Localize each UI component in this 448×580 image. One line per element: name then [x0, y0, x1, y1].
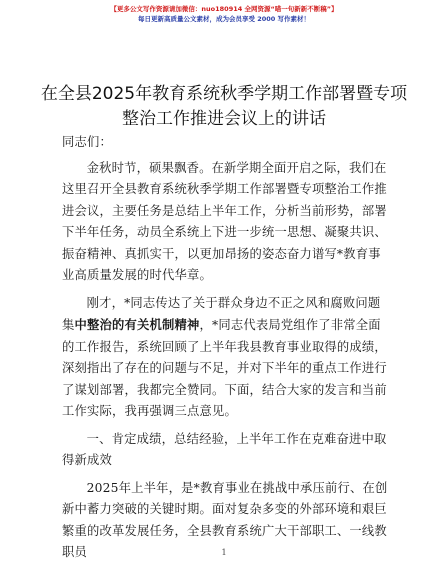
paragraph-report-bold: 中整治的有关机制精神 [74, 317, 200, 332]
page-number: 1 [221, 548, 227, 557]
document-title: 在全县2025年教育系统秋季学期工作部署暨专项整治工作推进会议上的讲话 [40, 84, 408, 129]
banner-line-1: 【更多公文写作资源请加微信：nuo180914 全网资源“喵一句新新不断稿”】 [110, 5, 338, 13]
banner-line-2: 每日更新高质量公文素材，成为会员享受 2000 写作素材！ [137, 15, 311, 23]
paragraph-report-part-1: 刚才，*同志传达了关于群众身边不正之风和腐败问题集 [62, 295, 381, 332]
paragraph-intro: 金秋时节，硕果飘香。在新学期全面开启之际，我们在这里召开全县教育系统秋季学期工作部署暨专项整治工作推进会议，主要任务是总结上半年工作，分析当前形势，部署下半年任务，动员全系统上下进一步统一思想、凝聚共识、振奋精神、真抓实干，以更加昂扬的姿态奋力谱写*教育事业高质量发展的时代华章。 [62, 160, 387, 282]
document-body [62, 132, 392, 570]
paragraph-report-part-2: ，*同志代表局党组作了非常全面的工作报告，系统回顾了上半年我县教育事业取得的成绩，深刻指出了存在的问题与不足，并对下半年的重点工作进行了谋划部署，我都完全赞同。下面，结合大家的发言和当前工作实际，我再强调三点意见。 [62, 318, 387, 418]
paragraph-section-1: 2025年上半年，是*教育事业在挑战中承压前行、在创新中蓄力突破的关键时期。面对复杂多变的外部环境和艰巨繁重的改革发展任务，全县教育系统广大干部职工、一线教职员 [62, 480, 388, 559]
paragraph-report [62, 293, 392, 423]
section-heading-1: 一、肯定成绩，总结经验，上半年工作在克难奋进中取得新成效 [62, 431, 387, 467]
header-banner [0, 4, 448, 24]
greeting: 同志们： [62, 135, 112, 149]
